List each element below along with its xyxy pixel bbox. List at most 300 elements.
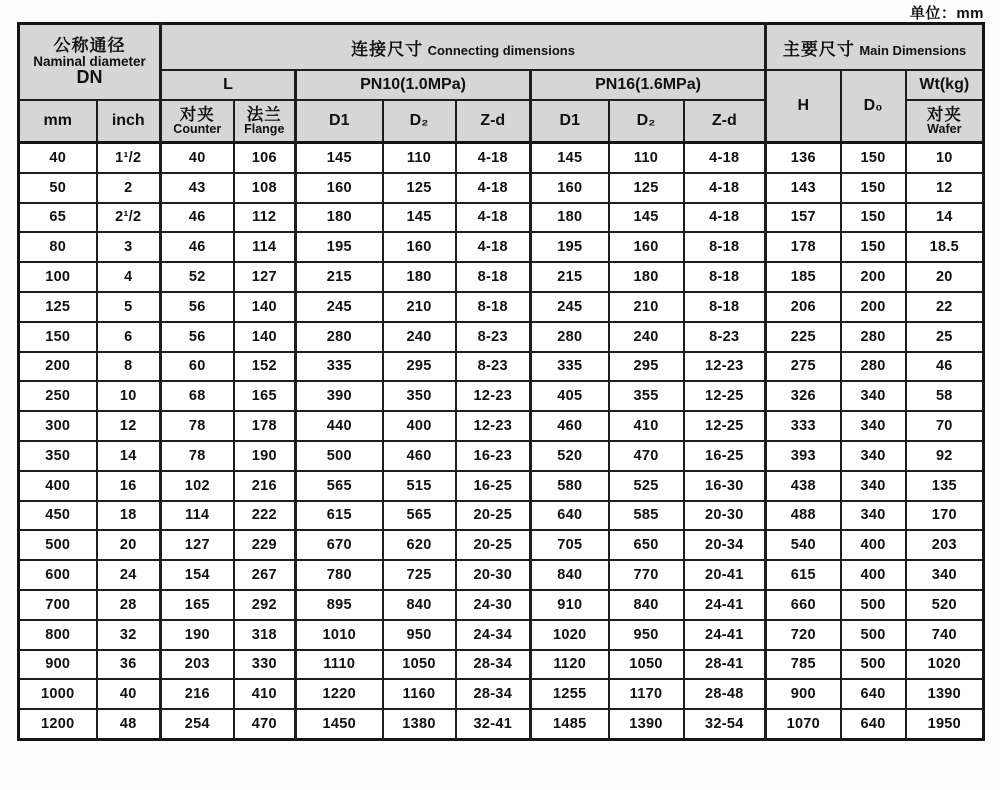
cell-dn_inch: 5: [97, 292, 161, 322]
cell-l_counter: 46: [161, 203, 234, 233]
cell-dn_mm: 900: [19, 650, 97, 680]
cell-l_counter: 203: [161, 650, 234, 680]
table-row: [19, 650, 984, 680]
cell-l_counter: 43: [161, 173, 234, 203]
cell-d0: 400: [841, 530, 906, 560]
cell-l_flange: 127: [234, 262, 296, 292]
cell-d0: 340: [841, 441, 906, 471]
header-h: H: [766, 70, 841, 143]
cell-pn10_d1: 565: [296, 471, 383, 501]
cell-pn16_d2: 145: [609, 203, 684, 233]
cell-pn10_d2: 350: [383, 381, 456, 411]
cell-h: 225: [766, 322, 841, 352]
table-row: [19, 232, 984, 262]
cell-l_counter: 78: [161, 441, 234, 471]
cell-pn10_d1: 615: [296, 501, 383, 531]
cell-d0: 640: [841, 709, 906, 739]
cell-pn10_zd: 8-18: [456, 262, 531, 292]
cell-pn16_d2: 210: [609, 292, 684, 322]
header-row-groups: [19, 24, 984, 71]
cell-h: 393: [766, 441, 841, 471]
cell-pn16_d2: 110: [609, 143, 684, 173]
header-pn16-zd: Z-d: [684, 100, 766, 143]
cell-pn16_d2: 1170: [609, 679, 684, 709]
cell-wt_wafer: 46: [906, 352, 984, 382]
cell-pn10_d2: 110: [383, 143, 456, 173]
main-dimensions-zh: 主要尺寸: [782, 39, 855, 59]
header-pn16-d2: D₂: [609, 100, 684, 143]
cell-l_counter: 102: [161, 471, 234, 501]
cell-l_flange: 410: [234, 679, 296, 709]
cell-l_counter: 114: [161, 501, 234, 531]
cell-h: 136: [766, 143, 841, 173]
cell-l_counter: 60: [161, 352, 234, 382]
cell-pn16_d2: 1390: [609, 709, 684, 739]
header-pn10-d1: D1: [296, 100, 383, 143]
cell-dn_mm: 125: [19, 292, 97, 322]
table-row: [19, 322, 984, 352]
cell-pn10_d2: 950: [383, 620, 456, 650]
cell-wt_wafer: 740: [906, 620, 984, 650]
cell-pn16_d2: 525: [609, 471, 684, 501]
cell-pn16_zd: 12-25: [684, 411, 766, 441]
flange-en: Flange: [244, 121, 285, 136]
cell-d0: 340: [841, 411, 906, 441]
cell-pn10_zd: 8-23: [456, 352, 531, 382]
cell-l_flange: 140: [234, 292, 296, 322]
cell-pn10_zd: 12-23: [456, 381, 531, 411]
header-counter: [161, 100, 234, 143]
cell-dn_inch: 24: [97, 560, 161, 590]
cell-d0: 280: [841, 322, 906, 352]
cell-wt_wafer: 203: [906, 530, 984, 560]
table-row: [19, 173, 984, 203]
cell-pn16_d2: 295: [609, 352, 684, 382]
cell-dn_mm: 300: [19, 411, 97, 441]
cell-pn16_zd: 16-30: [684, 471, 766, 501]
cell-d0: 150: [841, 143, 906, 173]
header-pn16-d1: D1: [531, 100, 609, 143]
cell-h: 143: [766, 173, 841, 203]
cell-l_flange: 229: [234, 530, 296, 560]
cell-l_flange: 222: [234, 501, 296, 531]
cell-d0: 150: [841, 203, 906, 233]
cell-l_flange: 140: [234, 322, 296, 352]
cell-l_counter: 56: [161, 322, 234, 352]
cell-pn16_d2: 125: [609, 173, 684, 203]
cell-wt_wafer: 14: [906, 203, 984, 233]
cell-l_flange: 318: [234, 620, 296, 650]
cell-dn_mm: 700: [19, 590, 97, 620]
cell-h: 720: [766, 620, 841, 650]
cell-d0: 500: [841, 620, 906, 650]
cell-pn16_d2: 840: [609, 590, 684, 620]
cell-h: 660: [766, 590, 841, 620]
cell-pn16_zd: 28-48: [684, 679, 766, 709]
cell-dn_inch: 4: [97, 262, 161, 292]
cell-d0: 340: [841, 471, 906, 501]
cell-pn16_d2: 180: [609, 262, 684, 292]
cell-pn16_d2: 240: [609, 322, 684, 352]
table-row: [19, 203, 984, 233]
cell-dn_inch: 28: [97, 590, 161, 620]
cell-pn10_d2: 1160: [383, 679, 456, 709]
counter-zh: 对夹: [179, 106, 215, 124]
table-row: [19, 530, 984, 560]
header-wt: Wt(kg): [906, 70, 984, 100]
cell-pn10_zd: 4-18: [456, 203, 531, 233]
nominal-diameter-zh: 公称通径: [53, 35, 126, 55]
cell-wt_wafer: 70: [906, 411, 984, 441]
cell-pn16_zd: 4-18: [684, 203, 766, 233]
cell-l_counter: 52: [161, 262, 234, 292]
cell-l_flange: 152: [234, 352, 296, 382]
cell-pn16_d2: 950: [609, 620, 684, 650]
cell-pn10_d2: 240: [383, 322, 456, 352]
cell-pn10_d2: 210: [383, 292, 456, 322]
cell-wt_wafer: 135: [906, 471, 984, 501]
cell-pn10_d2: 295: [383, 352, 456, 382]
cell-pn16_d1: 840: [531, 560, 609, 590]
cell-pn16_d1: 1120: [531, 650, 609, 680]
cell-pn10_d1: 440: [296, 411, 383, 441]
cell-dn_mm: 1200: [19, 709, 97, 739]
cell-d0: 500: [841, 650, 906, 680]
cell-pn16_d1: 705: [531, 530, 609, 560]
cell-pn16_zd: 4-18: [684, 173, 766, 203]
cell-pn10_d2: 1380: [383, 709, 456, 739]
main-dimensions-en: Main Dimensions: [859, 42, 967, 58]
cell-pn10_zd: 28-34: [456, 679, 531, 709]
cell-dn_inch: 6: [97, 322, 161, 352]
cell-l_flange: 216: [234, 471, 296, 501]
cell-d0: 400: [841, 560, 906, 590]
cell-pn10_d1: 670: [296, 530, 383, 560]
cell-pn16_d2: 410: [609, 411, 684, 441]
cell-pn16_zd: 8-23: [684, 322, 766, 352]
cell-pn10_d2: 460: [383, 441, 456, 471]
table-row: [19, 679, 984, 709]
cell-pn16_zd: 4-18: [684, 143, 766, 173]
cell-pn16_d2: 650: [609, 530, 684, 560]
cell-wt_wafer: 1390: [906, 679, 984, 709]
table-row: [19, 709, 984, 739]
header-connecting-dimensions: [161, 24, 766, 71]
cell-pn10_d1: 280: [296, 322, 383, 352]
cell-dn_inch: 18: [97, 501, 161, 531]
cell-pn10_d2: 1050: [383, 650, 456, 680]
header-nominal-diameter: [19, 24, 161, 101]
cell-l_counter: 154: [161, 560, 234, 590]
cell-l_flange: 108: [234, 173, 296, 203]
cell-wt_wafer: 22: [906, 292, 984, 322]
cell-dn_inch: 3: [97, 232, 161, 262]
cell-d0: 200: [841, 262, 906, 292]
cell-l_flange: 330: [234, 650, 296, 680]
cell-wt_wafer: 12: [906, 173, 984, 203]
cell-pn10_d2: 400: [383, 411, 456, 441]
cell-pn10_d2: 515: [383, 471, 456, 501]
table-row: [19, 560, 984, 590]
cell-l_flange: 190: [234, 441, 296, 471]
cell-dn_inch: 48: [97, 709, 161, 739]
connecting-dimensions-en: Connecting dimensions: [427, 42, 575, 58]
cell-pn10_zd: 20-30: [456, 560, 531, 590]
header-flange: [234, 100, 296, 143]
cell-l_counter: 254: [161, 709, 234, 739]
cell-wt_wafer: 340: [906, 560, 984, 590]
cell-pn10_d1: 160: [296, 173, 383, 203]
cell-dn_mm: 1000: [19, 679, 97, 709]
header-wafer: [906, 100, 984, 143]
cell-pn10_d1: 1450: [296, 709, 383, 739]
cell-pn16_zd: 24-41: [684, 620, 766, 650]
cell-pn16_d2: 770: [609, 560, 684, 590]
cell-pn10_d1: 780: [296, 560, 383, 590]
cell-wt_wafer: 92: [906, 441, 984, 471]
cell-wt_wafer: 170: [906, 501, 984, 531]
cell-pn10_d1: 1220: [296, 679, 383, 709]
counter-en: Counter: [173, 121, 222, 136]
cell-d0: 280: [841, 352, 906, 382]
cell-l_flange: 106: [234, 143, 296, 173]
cell-l_counter: 46: [161, 232, 234, 262]
cell-d0: 500: [841, 590, 906, 620]
cell-pn10_d2: 180: [383, 262, 456, 292]
cell-pn10_zd: 28-34: [456, 650, 531, 680]
cell-l_counter: 165: [161, 590, 234, 620]
cell-wt_wafer: 1020: [906, 650, 984, 680]
cell-wt_wafer: 25: [906, 322, 984, 352]
cell-dn_mm: 100: [19, 262, 97, 292]
cell-pn10_d1: 195: [296, 232, 383, 262]
cell-dn_inch: 12: [97, 411, 161, 441]
cell-pn16_d1: 215: [531, 262, 609, 292]
nominal-diameter-code: DN: [76, 67, 103, 88]
cell-l_counter: 40: [161, 143, 234, 173]
cell-dn_mm: 150: [19, 322, 97, 352]
cell-d0: 150: [841, 173, 906, 203]
cell-pn10_d1: 180: [296, 203, 383, 233]
cell-l_flange: 165: [234, 381, 296, 411]
cell-pn16_d1: 195: [531, 232, 609, 262]
cell-h: 185: [766, 262, 841, 292]
table-row: [19, 471, 984, 501]
cell-l_counter: 56: [161, 292, 234, 322]
cell-dn_mm: 450: [19, 501, 97, 531]
cell-dn_mm: 400: [19, 471, 97, 501]
cell-dn_mm: 200: [19, 352, 97, 382]
cell-h: 326: [766, 381, 841, 411]
cell-h: 488: [766, 501, 841, 531]
table-row: [19, 620, 984, 650]
cell-dn_inch: 10: [97, 381, 161, 411]
cell-dn_mm: 350: [19, 441, 97, 471]
unit-label: 单位：mm: [909, 5, 984, 22]
cell-dn_inch: 2: [97, 173, 161, 203]
cell-h: 275: [766, 352, 841, 382]
cell-pn10_d2: 620: [383, 530, 456, 560]
cell-dn_mm: 800: [19, 620, 97, 650]
table-row: [19, 262, 984, 292]
cell-pn16_d1: 640: [531, 501, 609, 531]
table-row: [19, 411, 984, 441]
cell-pn16_d1: 245: [531, 292, 609, 322]
cell-pn16_d1: 1485: [531, 709, 609, 739]
cell-dn_mm: 500: [19, 530, 97, 560]
cell-pn16_d1: 460: [531, 411, 609, 441]
cell-dn_inch: 32: [97, 620, 161, 650]
cell-pn10_d1: 245: [296, 292, 383, 322]
header-pn10-zd: Z-d: [456, 100, 531, 143]
cell-d0: 200: [841, 292, 906, 322]
cell-h: 178: [766, 232, 841, 262]
table-body: [19, 143, 984, 740]
cell-pn10_d1: 390: [296, 381, 383, 411]
cell-pn10_zd: 16-25: [456, 471, 531, 501]
header-l: L: [161, 70, 296, 100]
cell-l_flange: 178: [234, 411, 296, 441]
cell-pn16_d1: 335: [531, 352, 609, 382]
wafer-zh: 对夹: [926, 106, 962, 124]
cell-pn16_d2: 470: [609, 441, 684, 471]
cell-wt_wafer: 58: [906, 381, 984, 411]
cell-pn10_d1: 1010: [296, 620, 383, 650]
table-row: [19, 292, 984, 322]
cell-pn16_zd: 12-23: [684, 352, 766, 382]
cell-h: 615: [766, 560, 841, 590]
cell-l_flange: 114: [234, 232, 296, 262]
cell-dn_mm: 65: [19, 203, 97, 233]
cell-pn16_zd: 12-25: [684, 381, 766, 411]
cell-dn_inch: 36: [97, 650, 161, 680]
cell-l_counter: 78: [161, 411, 234, 441]
cell-pn10_zd: 4-18: [456, 143, 531, 173]
cell-pn10_zd: 24-30: [456, 590, 531, 620]
cell-l_flange: 112: [234, 203, 296, 233]
table-row: [19, 441, 984, 471]
table-row: [19, 381, 984, 411]
cell-l_flange: 292: [234, 590, 296, 620]
cell-pn10_zd: 8-23: [456, 322, 531, 352]
wafer-en: Wafer: [927, 121, 962, 136]
cell-pn10_d2: 145: [383, 203, 456, 233]
cell-pn16_d1: 405: [531, 381, 609, 411]
cell-h: 157: [766, 203, 841, 233]
cell-pn10_zd: 8-18: [456, 292, 531, 322]
cell-pn16_zd: 20-41: [684, 560, 766, 590]
cell-pn16_d1: 1255: [531, 679, 609, 709]
table-row: [19, 352, 984, 382]
cell-h: 900: [766, 679, 841, 709]
nominal-diameter-en: Naminal diameter: [33, 53, 146, 69]
cell-dn_mm: 600: [19, 560, 97, 590]
cell-pn10_d2: 725: [383, 560, 456, 590]
cell-pn16_zd: 20-34: [684, 530, 766, 560]
cell-dn_mm: 250: [19, 381, 97, 411]
cell-wt_wafer: 1950: [906, 709, 984, 739]
cell-pn10_zd: 12-23: [456, 411, 531, 441]
cell-l_counter: 68: [161, 381, 234, 411]
cell-pn10_d2: 565: [383, 501, 456, 531]
cell-pn16_zd: 16-25: [684, 441, 766, 471]
cell-pn10_d2: 160: [383, 232, 456, 262]
cell-dn_mm: 80: [19, 232, 97, 262]
cell-pn10_zd: 16-23: [456, 441, 531, 471]
cell-pn16_d1: 580: [531, 471, 609, 501]
cell-d0: 640: [841, 679, 906, 709]
cell-pn16_zd: 28-41: [684, 650, 766, 680]
cell-dn_inch: 40: [97, 679, 161, 709]
table-row: [19, 143, 984, 173]
cell-pn16_d1: 910: [531, 590, 609, 620]
cell-pn10_d1: 215: [296, 262, 383, 292]
cell-pn10_zd: 24-34: [456, 620, 531, 650]
table-row: [19, 501, 984, 531]
table-row: [19, 590, 984, 620]
header-inch: inch: [97, 100, 161, 143]
cell-pn16_zd: 8-18: [684, 262, 766, 292]
header-d0: D₀: [841, 70, 906, 143]
cell-pn10_zd: 4-18: [456, 173, 531, 203]
cell-h: 540: [766, 530, 841, 560]
cell-h: 1070: [766, 709, 841, 739]
cell-pn10_d1: 335: [296, 352, 383, 382]
cell-dn_inch: 1¹/2: [97, 143, 161, 173]
cell-dn_inch: 16: [97, 471, 161, 501]
cell-pn10_d1: 895: [296, 590, 383, 620]
cell-pn10_d1: 500: [296, 441, 383, 471]
cell-d0: 340: [841, 381, 906, 411]
cell-pn10_d2: 125: [383, 173, 456, 203]
cell-l_flange: 267: [234, 560, 296, 590]
cell-l_flange: 470: [234, 709, 296, 739]
cell-pn16_d1: 180: [531, 203, 609, 233]
cell-pn16_d1: 520: [531, 441, 609, 471]
cell-pn10_d2: 840: [383, 590, 456, 620]
header-main-dimensions: [766, 24, 984, 71]
cell-h: 438: [766, 471, 841, 501]
cell-wt_wafer: 520: [906, 590, 984, 620]
cell-h: 333: [766, 411, 841, 441]
cell-l_counter: 190: [161, 620, 234, 650]
cell-pn16_d2: 585: [609, 501, 684, 531]
cell-dn_inch: 2¹/2: [97, 203, 161, 233]
cell-pn16_d2: 355: [609, 381, 684, 411]
cell-pn16_d1: 145: [531, 143, 609, 173]
cell-pn16_d2: 1050: [609, 650, 684, 680]
cell-dn_inch: 8: [97, 352, 161, 382]
cell-pn16_d2: 160: [609, 232, 684, 262]
cell-d0: 150: [841, 232, 906, 262]
cell-l_counter: 216: [161, 679, 234, 709]
cell-pn16_zd: 24-41: [684, 590, 766, 620]
cell-pn16_d1: 280: [531, 322, 609, 352]
cell-l_counter: 127: [161, 530, 234, 560]
cell-pn10_d1: 1110: [296, 650, 383, 680]
cell-pn16_d1: 1020: [531, 620, 609, 650]
cell-pn10_d1: 145: [296, 143, 383, 173]
cell-dn_inch: 14: [97, 441, 161, 471]
cell-dn_mm: 40: [19, 143, 97, 173]
cell-wt_wafer: 18.5: [906, 232, 984, 262]
cell-h: 785: [766, 650, 841, 680]
dimensions-table: [17, 22, 985, 741]
cell-pn10_zd: 4-18: [456, 232, 531, 262]
connecting-dimensions-zh: 连接尺寸: [351, 39, 424, 59]
header-row-subgroups: [19, 70, 984, 100]
cell-pn10_zd: 32-41: [456, 709, 531, 739]
